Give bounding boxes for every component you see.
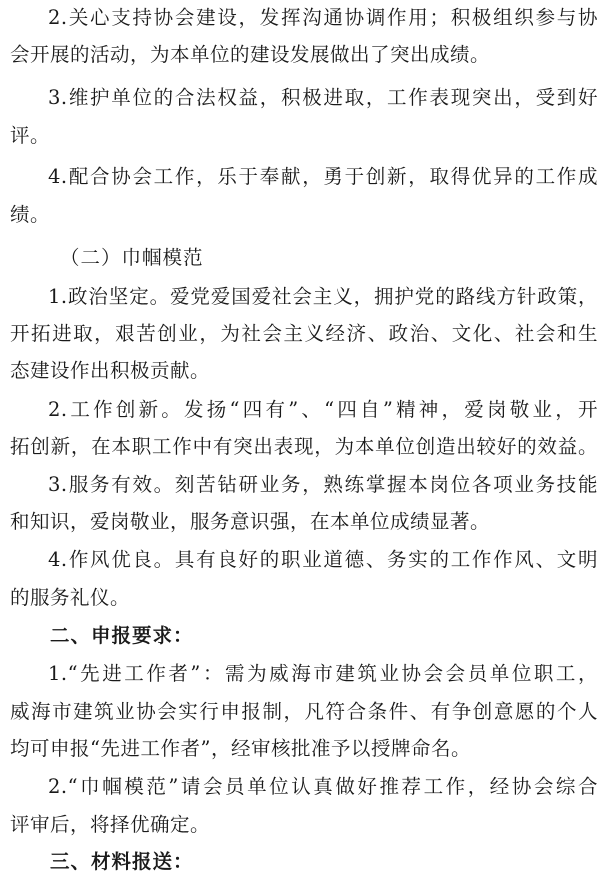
paragraph-line: 均可申报“先进工作者”，经审核批准予以授牌命名。 [10, 737, 471, 761]
paragraph-line: 威海市建筑业协会实行申报制，凡符合条件、有争创意愿的个人 [10, 699, 598, 723]
section-subtitle: （二）巾帼模范 [60, 246, 204, 270]
paragraph-line: 和知识，爱岗敬业，服务意识强，在本单位成绩显著。 [10, 510, 491, 534]
paragraph-line: 的服务礼仪。 [10, 585, 131, 609]
paragraph-line: 拓创新，在本职工作中有突出表现，为本单位创造出较好的效益。 [10, 435, 598, 459]
paragraph-line: 2.工作创新。发扬“四有”、“四自”精神，爱岗敬业，开 [48, 397, 598, 421]
paragraph-line: 评。 [10, 123, 51, 147]
paragraph-line: 1.政治坚定。爱党爱国爱社会主义，拥护党的路线方针政策， [48, 284, 598, 308]
paragraph-line: 3.维护单位的合法权益，积极进取，工作表现突出，受到好 [48, 85, 598, 109]
paragraph-line: 2.关心支持协会建设，发挥沟通协调作用；积极组织参与协 [48, 5, 598, 29]
paragraph-line: 4.作风优良。具有良好的职业道德、务实的工作作风、文明 [48, 548, 598, 572]
section-heading: 二、申报要求： [50, 624, 194, 648]
section-heading: 三、材料报送： [50, 850, 194, 873]
paragraph-line: 绩。 [10, 202, 51, 226]
paragraph-line: 1.“先进工作者”：需为威海市建筑业协会会员单位职工， [48, 661, 598, 685]
paragraph-line: 3.服务有效。刻苦钻研业务，熟练掌握本岗位各项业务技能 [48, 472, 598, 496]
paragraph-line: 评审后，将择优确定。 [10, 812, 211, 836]
paragraph-line: 2.“巾帼模范”请会员单位认真做好推荐工作，经协会综合 [48, 774, 598, 798]
paragraph-line: 开拓进取，艰苦创业，为社会主义经济、政治、文化、社会和生 [10, 322, 598, 346]
paragraph-line: 会开展的活动，为本单位的建设发展做出了突出成绩。 [10, 43, 491, 67]
paragraph-line: 态建设作出积极贡献。 [10, 358, 211, 382]
paragraph-line: 4.配合协会工作，乐于奉献，勇于创新，取得优异的工作成 [48, 165, 598, 188]
